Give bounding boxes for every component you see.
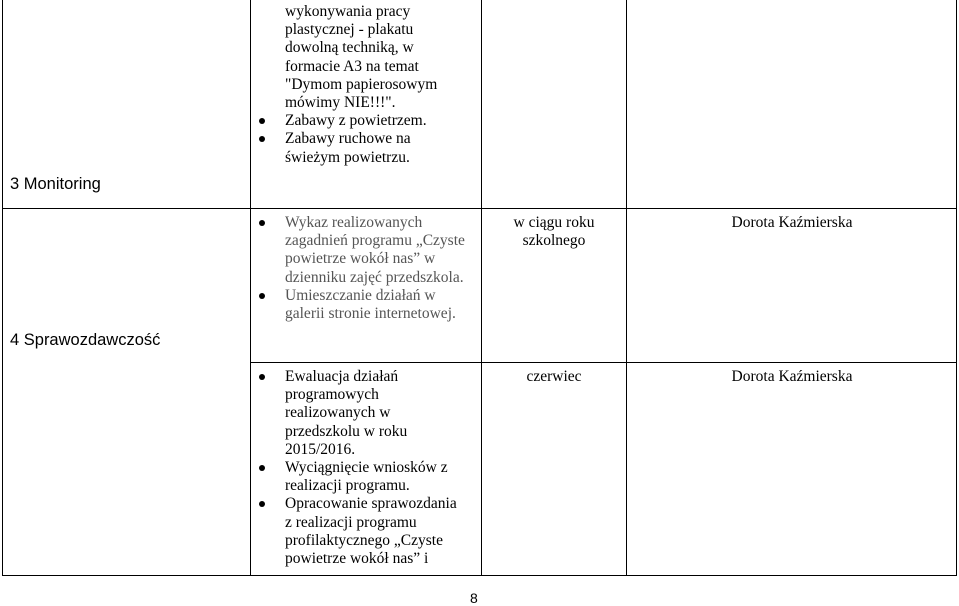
column-divider-1 [250, 0, 251, 576]
list-item-line: Wykaz realizowanych [285, 214, 423, 231]
list-item [253, 130, 479, 166]
list-item-line: Ewaluacja działań [285, 368, 399, 385]
bullet-list [253, 112, 479, 167]
list-item-line: Zabawy z powietrzem. [285, 112, 427, 130]
bullet-icon [259, 501, 265, 507]
row-label-sprawozdawczosc: 4 Sprawozdawczość [10, 331, 161, 349]
list-item-line: realizowanych w [285, 404, 391, 422]
list-item-line: przedszkolu w roku [285, 422, 408, 440]
table-border-left [2, 0, 3, 576]
row-label-monitoring: 3 Monitoring [10, 175, 101, 193]
bullet-icon [259, 136, 265, 142]
person-cell-report-2: Dorota Kaźmierska [731, 368, 853, 385]
list-item-line: Umieszczanie działań w [285, 286, 436, 304]
list-item-line: Zabawy ruchowe na [285, 130, 411, 148]
activities-cell-report-1 [253, 214, 479, 323]
column-divider-3 [626, 0, 627, 576]
list-item-line: powietrze wokół nas” w [285, 250, 436, 268]
page-number: 8 [470, 590, 478, 606]
continued-line: "Dymom papierosowym [285, 75, 438, 93]
list-item [253, 287, 479, 323]
bullet-icon [259, 118, 265, 124]
list-item-line: zagadnień programu „Czyste [285, 232, 465, 250]
bullet-icon [259, 374, 265, 380]
list-item-line: powietrze wokół nas” i [285, 550, 429, 568]
column-divider-2 [481, 0, 482, 576]
continued-line: plastycznej - plakatu [285, 21, 414, 39]
list-item-line: programowych [285, 386, 379, 404]
term-line: w ciągu roku [513, 214, 595, 231]
list-item-line: realizacji programu. [285, 477, 410, 495]
list-item [253, 214, 479, 287]
continued-line: formacie A3 na temat [285, 57, 419, 75]
row-divider-4a-4b [250, 362, 957, 363]
list-item-line: Opracowanie sprawozdania [285, 495, 457, 513]
list-item-line: z realizacji programu [285, 513, 417, 531]
list-item-line: profilaktycznego „Czyste [285, 531, 443, 549]
list-item-line: 2015/2016. [285, 440, 356, 458]
list-item-line: dzienniku zajęć przedszkola. [285, 268, 464, 286]
table-border-bottom [2, 575, 957, 576]
continued-line: mówimy NIE!!!". [285, 94, 396, 112]
continued-line: wykonywania pracy [285, 3, 411, 20]
list-item-line: świeżym powietrzu. [285, 148, 410, 166]
term-line: szkolnego [522, 232, 586, 250]
term-cell-report-1 [482, 214, 626, 250]
list-item-line: Wyciągnięcie wniosków z [285, 459, 448, 477]
activities-cell-report-2 [253, 368, 479, 568]
list-item [253, 368, 479, 459]
list-item-line: galerii stronie internetowej. [285, 305, 456, 323]
continued-line: dowolną techniką, w [285, 39, 414, 57]
list-item [253, 459, 479, 495]
list-item [253, 495, 479, 568]
term-cell-report-2: czerwiec [526, 368, 582, 385]
bullet-icon [259, 465, 265, 471]
person-cell-report-1: Dorota Kaźmierska [731, 214, 853, 231]
bullet-list [253, 368, 479, 568]
bullet-icon [259, 220, 265, 226]
bullet-list [253, 214, 479, 323]
table-border-right [956, 0, 957, 576]
bullet-icon [259, 293, 265, 299]
activities-cell-monitoring [253, 3, 479, 167]
row-divider-3-4 [2, 208, 957, 209]
schedule-table [2, 0, 957, 576]
list-item [253, 112, 479, 130]
